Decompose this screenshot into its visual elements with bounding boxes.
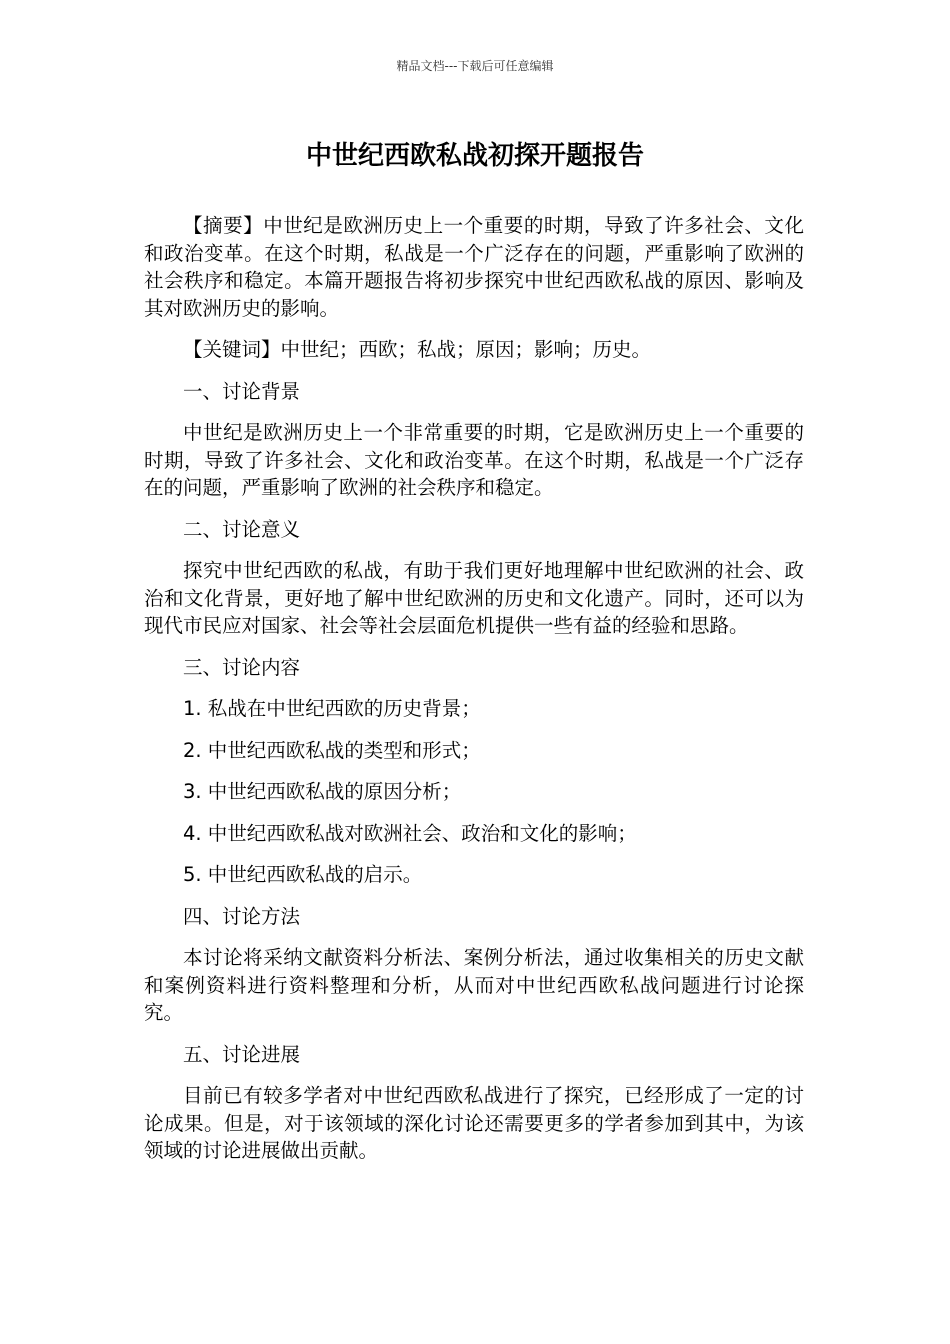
list-item: 5. 中世纪西欧私战的启示。 — [183, 863, 423, 886]
section-body-progress: 目前已有较多学者对中世纪西欧私战进行了探究，已经形成了一定的讨论成果。但是，对于该领域的深化讨论还需要更多的学者参加到其中，为该领域的讨论进展做出贡献。 — [144, 1084, 804, 1162]
section-heading-significance: 二、讨论意义 — [183, 517, 301, 541]
keywords-paragraph: 【关键词】中世纪；西欧；私战；原因；影响；历史。 — [183, 338, 652, 361]
document-title: 中世纪西欧私战初探开题报告 — [305, 141, 644, 171]
section-body-significance: 探究中世纪西欧的私战，有助于我们更好地理解中世纪欧洲的社会、政治和文化背景，更好地了解中世纪欧洲的历史和文化遗产。同时，还可以为现代市民应对国家、社会等社会层面危机提供一些有益的经验和思路。 — [144, 559, 804, 637]
section-heading-method: 四、讨论方法 — [183, 904, 301, 928]
list-item: 1. 私战在中世纪西欧的历史背景； — [183, 697, 481, 720]
section-heading-background: 一、讨论背景 — [183, 379, 301, 403]
list-item: 2. 中世纪西欧私战的类型和形式； — [183, 738, 481, 762]
abstract-paragraph: 【摘要】中世纪是欧洲历史上一个重要的时期，导致了许多社会、文化和政治变革。在这个时期，私战是一个广泛存在的问题，严重影响了欧洲的社会秩序和稳定。本篇开题报告将初步探究中世纪西欧私战的原因、影响及其对欧洲历史的影响。 — [144, 214, 804, 320]
section-body-method: 本讨论将采纳文献资料分析法、案例分析法，通过收集相关的历史文献和案例资料进行资料整理和分析，从而对中世纪西欧私战问题进行讨论探究。 — [144, 946, 804, 1024]
page-header: 精品文档---下载后可任意编辑 — [396, 59, 554, 73]
section-heading-progress: 五、讨论进展 — [183, 1042, 301, 1066]
section-body-background: 中世纪是欧洲历史上一个非常重要的时期，它是欧洲历史上一个重要的时期，导致了许多社会、文化和政治变革。在这个时期，私战是一个广泛存在的问题，严重影响了欧洲的社会秩序和稳定。 — [144, 421, 804, 499]
list-item: 3. 中世纪西欧私战的原因分析； — [183, 780, 462, 803]
list-item: 4. 中世纪西欧私战对欧洲社会、政治和文化的影响； — [183, 821, 637, 845]
section-heading-content: 三、讨论内容 — [183, 655, 301, 679]
document-body — [144, 212, 804, 1179]
